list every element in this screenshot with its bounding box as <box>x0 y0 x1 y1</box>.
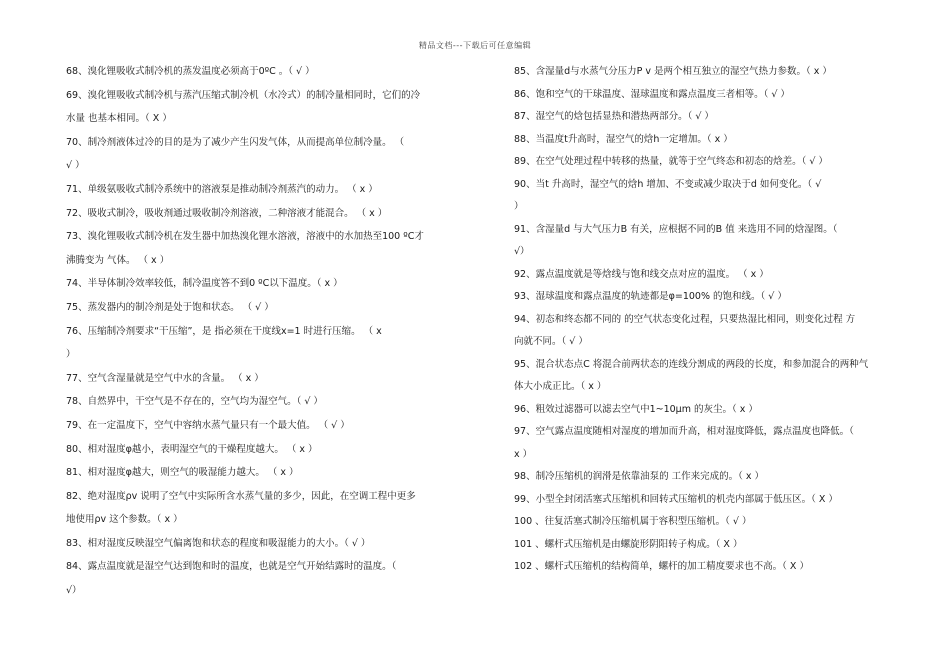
question-line: 70、制冷剂液体过冷的目的是为了减少产生闪发气体，从而提高单位制冷量。 （ <box>66 136 405 148</box>
left-column <box>66 66 450 609</box>
question-line: 81、相对湿度φ越大，则空气的吸湿能力越大。 （ x ） <box>66 467 299 479</box>
question-line: 94、初态和终态都不同的 的空气状态变化过程，只要热湿比相同，则变化过程 方 <box>514 313 856 325</box>
question-line: 100 、往复活塞式制冷压缩机属于容积型压缩机。（ √ ） <box>514 516 752 527</box>
question-line: 76、压缩制冷剂要求“干压缩”，是 指必须在干度线x=1 时进行压缩。 （ x <box>66 325 382 337</box>
question-line: 90、当t 升高时，湿空气的焓h 增加、不变或减少取决于d 如何变化。（ √ <box>514 178 822 190</box>
question-line: 体大小成正比。（ x ） <box>514 381 607 392</box>
question-line: 水量 也基本相同。（ X ） <box>66 113 172 125</box>
question-line: 89、在空气处理过程中转移的热量，就等于空气终态和初态的焓差。（ √ ） <box>514 156 828 167</box>
question-line: 99、小型全封闭活塞式压缩机和回转式压缩机的机壳内部属于低压区。（ X ） <box>514 493 838 505</box>
question-line: ） <box>66 349 76 361</box>
question-line: 沸腾变为 气体。 （ x ） <box>66 254 170 266</box>
question-line: 93、湿球温度和露点温度的轨迹都是φ=100% 的饱和线。（ √ ） <box>514 291 787 302</box>
question-line: 地使用ρv 这个参数。（ x ） <box>66 514 183 526</box>
question-line: 75、蒸发器内的制冷剂是处于饱和状态。 （ √ ） <box>66 301 274 313</box>
question-line: 84、露点温度就是湿空气达到饱和时的温度，也就是空气开始结露时的温度。（ <box>66 561 397 573</box>
question-line: √） <box>66 585 82 597</box>
question-line: 85、含湿量d与水蒸气分压力P v 是两个相互独立的湿空气热力参数。（ x ） <box>514 66 832 77</box>
question-line: 74、半导体制冷效率较低，制冷温度答不到0 ºC以下温度。（ x ） <box>66 278 343 290</box>
page-header: 精品文档---下载后可任意编辑 <box>418 41 532 50</box>
question-line: 91、含湿量d 与大气压力B 有关，应根据不同的B 值 来选用不同的焓湿图。（ <box>514 223 838 235</box>
question-line: √） <box>514 246 530 257</box>
question-line: 向就不同。（ √ ） <box>514 336 588 347</box>
question-line: 72、吸收式制冷，吸收剂通过吸收制冷剂溶液，二种溶液才能混合。 （ x ） <box>66 207 388 219</box>
question-line: 77、空气含湿量就是空气中水的含量。 （ x ） <box>66 372 264 384</box>
question-line: 96、粗效过滤器可以滤去空气中1~10μm 的灰尘。（ x ） <box>514 403 758 415</box>
question-line: 83、相对湿度反映湿空气偏离饱和状态的程度和吸湿能力的大小。（ √ ） <box>66 537 371 549</box>
question-line: ） <box>514 201 524 212</box>
question-line: 101 、螺杆式压缩机是由螺旋形阴阳转子构成。（ X ） <box>514 538 743 550</box>
question-line: 87、湿空气的焓包括显热和潜热两部分。（ √ ） <box>514 111 714 122</box>
question-line: 82、绝对湿度ρv 说明了空气中实际所含水蒸气量的多少，因此，在空调工程中更多 <box>66 490 416 502</box>
question-line: 73、溴化锂吸收式制冷机在发生器中加热溴化锂水溶液，溶液中的水加热至100 ºC才 <box>66 231 424 243</box>
question-line: 71、单级氨吸收式制冷系统中的溶液泵是推动制冷剂蒸汽的动力。 （ x ） <box>66 183 378 195</box>
question-line: 80、相对湿度φ越小，表明湿空气的干燥程度越大。 （ x ） <box>66 443 318 455</box>
question-line: 102 、螺杆式压缩机的结构简单，螺杆的加工精度要求也不高。（ X ） <box>514 561 809 572</box>
question-line: √ ） <box>66 160 85 172</box>
question-line: 97、空气露点温度随相对湿度的增加而升高，相对湿度降低，露点温度也降低。（ <box>514 426 854 437</box>
right-column <box>514 66 888 584</box>
question-line: 79、在一定温度下，空气中容纳水蒸气量只有一个最大值。 （ √ ） <box>66 419 350 431</box>
question-line: 88、当温度t升高时，湿空气的焓h一定增加。（ x ） <box>514 133 733 145</box>
question-line: 86、饱和空气的干球温度、湿球温度和露点温度三者相等。（ √ ） <box>514 88 790 100</box>
question-line: 78、自然界中，干空气是不存在的，空气均为湿空气。（ √ ） <box>66 396 323 408</box>
question-line: 69、溴化锂吸收式制冷机与蒸汽压缩式制冷机（水冷式）的制冷量相同时，它们的冷 <box>66 89 421 101</box>
question-line: 68、溴化锂吸收式制冷机的蒸发温度必须高于0ºC 。（ √ ） <box>66 66 315 77</box>
question-line: 92、露点温度就是等焓线与饱和线交点对应的温度。 （ x ） <box>514 268 769 280</box>
question-line: 95、混合状态点C 将混合前两状态的连线分割成的两段的长度，和参加混合的两种气 <box>514 358 869 370</box>
question-line: x ） <box>514 448 533 460</box>
question-line: 98、制冷压缩机的润滑是依靠油泵的 工作来完成的。（ x ） <box>514 471 765 482</box>
